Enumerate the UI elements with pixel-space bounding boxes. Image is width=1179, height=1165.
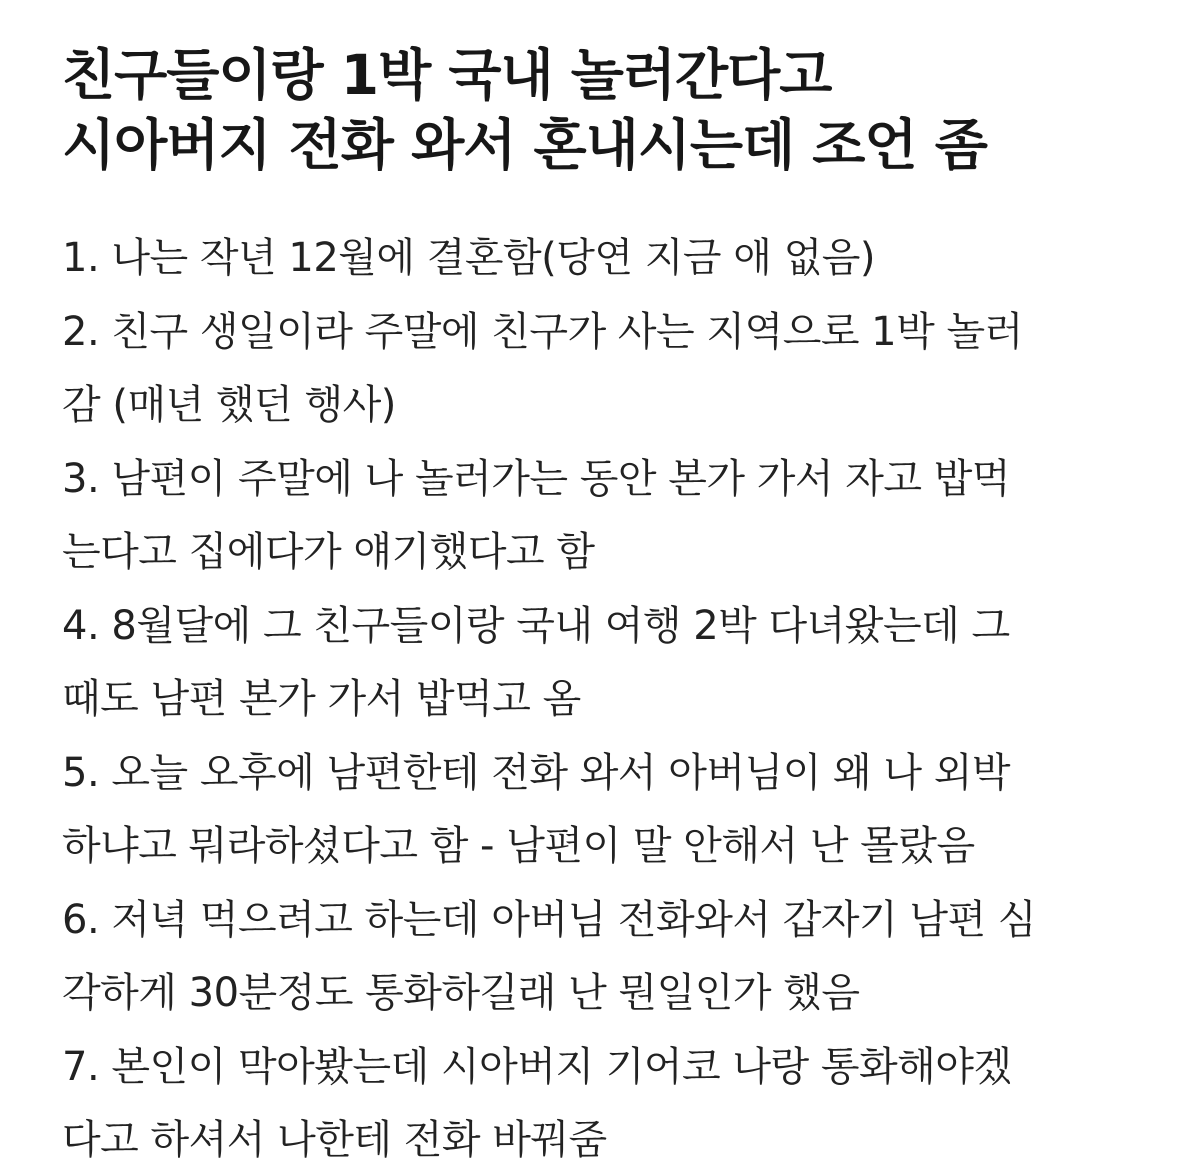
post-body-line: 5. 오늘 오후에 남편한테 전화 와서 아버님이 왜 나 외박 <box>62 749 1011 796</box>
post-body-line: 다고 하셔서 나한테 전화 바꿔줌 <box>62 1117 607 1163</box>
post-body-line: 6. 저녁 먹으려고 하는데 아버님 전화와서 갑자기 남편 심 <box>62 896 1036 943</box>
post-body-line: 4. 8월달에 그 친구들이랑 국내 여행 2박 다녀왔는데 그 <box>62 602 1010 649</box>
post-body <box>62 222 1119 1165</box>
post-body-line: 7. 본인이 막아봤는데 시아버지 기어코 나랑 통화해야겠 <box>62 1043 1012 1090</box>
post-body-line: 1. 나는 작년 12월에 결혼함(당연 지금 애 없음) <box>62 235 876 281</box>
post-body-line: 하냐고 뭐라하셨다고 함 - 남편이 말 안해서 난 몰랐음 <box>62 823 975 869</box>
post-title-line-2: 시아버지 전화 와서 혼내시는데 조언 좀 <box>62 113 987 177</box>
post-body-line: 2. 친구 생일이라 주말에 친구가 사는 지역으로 1박 놀러 <box>62 308 1023 355</box>
post-title <box>62 40 1119 180</box>
post-body-line: 때도 남편 본가 가서 밥먹고 옴 <box>62 676 581 722</box>
post-title-line-1: 친구들이랑 1박 국내 놀러간다고 <box>62 43 832 107</box>
post-body-line: 감 (매년 했던 행사) <box>62 382 396 428</box>
post-body-line: 3. 남편이 주말에 나 놀러가는 동안 본가 가서 자고 밥먹 <box>62 455 1011 502</box>
post-body-line: 는다고 집에다가 얘기했다고 함 <box>62 529 595 575</box>
post-body-line: 각하게 30분정도 통화하길래 난 뭔일인가 했음 <box>62 970 860 1016</box>
